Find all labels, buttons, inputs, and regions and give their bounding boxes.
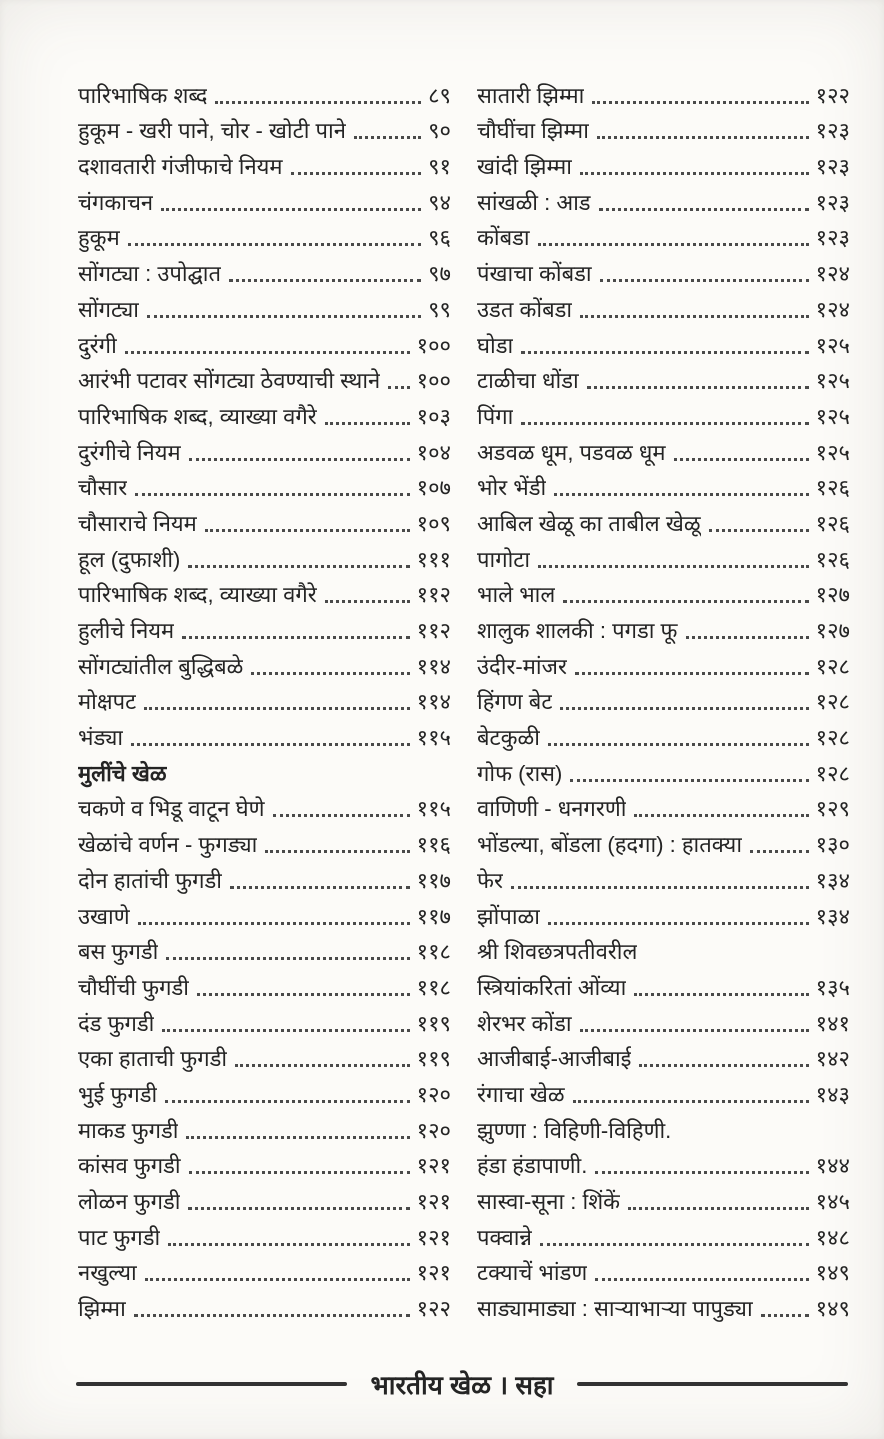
toc-entry-page: ९१	[428, 154, 451, 180]
toc-entry-page: ९४	[428, 189, 451, 215]
dot-leader	[592, 101, 808, 104]
toc-entry	[78, 1182, 451, 1218]
toc-entry	[78, 326, 451, 362]
toc-entry-page: १००	[416, 332, 451, 358]
toc-entry	[477, 326, 850, 362]
toc-entry-page: १३४	[815, 903, 850, 929]
toc-entry-page: १००	[416, 368, 451, 394]
toc-entry	[78, 897, 451, 933]
toc-entry-page: १०७	[416, 475, 451, 501]
toc-entry-title: पाट फुगडी	[78, 1224, 161, 1250]
dot-leader	[573, 1100, 809, 1103]
toc-entry-title: टक्याचें भांडण	[477, 1260, 588, 1286]
toc-columns	[78, 76, 850, 1325]
toc-entry-page: ११९	[416, 1010, 451, 1036]
toc-entry-title: उडत कोंबडा	[477, 296, 573, 322]
toc-entry-title: सांखळी : आड	[477, 189, 591, 215]
toc-entry	[78, 861, 451, 897]
toc-entry-page: १४२	[815, 1046, 850, 1072]
toc-entry-title: मोक्षपट	[78, 689, 137, 715]
dot-leader	[168, 1243, 409, 1246]
toc-entry-page: १२२	[416, 1296, 451, 1322]
toc-entry-title: कोंबडा	[477, 225, 530, 251]
toc-entry-page: १२६	[815, 475, 850, 501]
toc-entry-title: बस फुगडी	[78, 939, 159, 965]
toc-column-left	[78, 76, 451, 1325]
dot-leader	[144, 707, 409, 710]
footer-text: भारतीय खेळ । सहा	[370, 1370, 554, 1400]
dot-leader	[128, 243, 421, 246]
toc-entry-page: १२४	[815, 261, 850, 287]
toc-entry-title: हिंगण बेट	[477, 689, 553, 715]
toc-entry	[78, 147, 451, 183]
toc-entry-title: झिम्मा	[78, 1296, 126, 1322]
dot-leader	[570, 779, 808, 782]
toc-entry-page: १२८	[815, 725, 850, 751]
dot-leader	[575, 672, 809, 675]
toc-entry-title: पंखाचा कोंबडा	[477, 261, 592, 287]
toc-entry-title: पारिभाषिक शब्द	[78, 82, 208, 108]
toc-entry	[78, 183, 451, 219]
toc-entry-title: हुकूम	[78, 225, 120, 251]
toc-entry-page: ११२	[416, 618, 451, 643]
toc-entry	[477, 254, 850, 290]
toc-entry-title: झोंपाळा	[477, 903, 540, 929]
toc-entry-title: कांसव फुगडी	[78, 1153, 181, 1179]
dot-leader	[628, 1207, 809, 1210]
toc-section-header	[78, 754, 451, 790]
toc-entry-page: ११९	[416, 1046, 451, 1072]
toc-entry-page: ९०	[428, 118, 451, 144]
toc-entry-title: उखाणे	[78, 903, 130, 929]
toc-entry	[477, 897, 850, 933]
toc-entry	[477, 790, 850, 826]
toc-entry	[78, 1111, 451, 1147]
dot-leader	[291, 172, 422, 175]
toc-entry-page: १२५	[815, 439, 850, 465]
toc-entry	[78, 504, 451, 540]
dot-leader	[587, 386, 809, 389]
dot-leader	[145, 1278, 410, 1281]
toc-entry	[477, 647, 850, 683]
toc-entry	[477, 219, 850, 255]
toc-entry	[477, 362, 850, 398]
dot-leader	[538, 565, 809, 568]
toc-entry	[78, 683, 451, 719]
toc-entry	[78, 469, 451, 505]
toc-entry-page: ११८	[416, 939, 451, 965]
dot-leader	[147, 315, 421, 318]
toc-entry	[477, 683, 850, 719]
dot-leader	[554, 493, 808, 496]
toc-entry-page: ११५	[416, 725, 451, 751]
toc-entry	[477, 754, 850, 790]
toc-entry	[477, 1004, 850, 1040]
toc-entry-page: १४५	[815, 1189, 850, 1214]
toc-entry	[477, 147, 850, 183]
dot-leader	[188, 1207, 409, 1210]
toc-entry-page: १२९	[815, 796, 850, 822]
dot-leader	[182, 636, 409, 639]
toc-entry-title: भोंडल्या, बोंडला (हदगा) : हातक्या	[477, 832, 743, 858]
toc-entry-page: १४९	[815, 1296, 850, 1322]
toc-entry-title: हुलीचे नियम	[78, 618, 175, 643]
toc-entry-title: भंड्या	[78, 725, 124, 751]
toc-entry-title: हुकूम - खरी पाने, चोर - खोटी पाने	[78, 118, 346, 144]
toc-entry-page: ११४	[416, 653, 451, 679]
toc-entry-page: १२७	[815, 582, 850, 608]
toc-entry-page: १२१	[416, 1153, 451, 1179]
toc-entry-title: दोन हातांची फुगडी	[78, 867, 222, 893]
toc-entry	[78, 112, 451, 148]
toc-entry-page: १४१	[815, 1010, 850, 1036]
toc-entry	[477, 968, 850, 1004]
toc-entry	[477, 933, 850, 969]
toc-entry-title: टाळीचा धोंडा	[477, 368, 579, 394]
toc-entry	[78, 290, 451, 326]
toc-entry-page: १२०	[416, 1081, 451, 1107]
toc-entry	[477, 76, 850, 112]
dot-leader	[186, 1136, 409, 1139]
toc-entry-title: दुरंगी	[78, 332, 117, 358]
toc-entry-title: पागोटा	[477, 546, 531, 572]
dot-leader	[166, 957, 409, 960]
toc-entry-title: फेर	[477, 867, 503, 893]
toc-entry-page: १२३	[815, 118, 850, 144]
toc-entry-title: मुलींचे खेळ	[78, 760, 167, 786]
toc-entry	[78, 362, 451, 398]
toc-entry-page: १४९	[815, 1260, 850, 1286]
toc-entry-title: दुरंगीचे नियम	[78, 439, 181, 465]
toc-entry	[477, 1182, 850, 1218]
toc-entry-title: पारिभाषिक शब्द, व्याख्या वगैरे	[78, 403, 317, 429]
toc-entry-title: सातारी झिम्मा	[477, 82, 585, 108]
toc-entry-page: १२६	[815, 546, 850, 572]
toc-entry-page: ९६	[428, 225, 451, 251]
toc-entry	[477, 1111, 850, 1147]
toc-entry-title: उंदीर-मांजर	[477, 653, 567, 679]
dot-leader	[595, 1171, 808, 1174]
toc-entry-page: १२५	[815, 332, 850, 358]
toc-entry	[477, 540, 850, 576]
toc-entry	[78, 254, 451, 290]
toc-entry	[477, 433, 850, 469]
toc-entry-title: गोफ (रास)	[477, 760, 563, 786]
toc-entry-title: स्त्रियांकरितां ओंव्या	[477, 974, 627, 1000]
toc-entry	[78, 1147, 451, 1183]
toc-entry	[477, 397, 850, 433]
toc-entry-page: १३०	[815, 832, 850, 858]
toc-entry-page: १२६	[815, 510, 850, 536]
toc-entry-title: पिंगा	[477, 403, 514, 429]
toc-entry	[477, 290, 850, 326]
toc-entry	[78, 968, 451, 1004]
toc-entry-page: १२३	[815, 225, 850, 251]
dot-leader	[634, 814, 808, 817]
dot-leader	[674, 458, 809, 461]
toc-entry-title: आरंभी पटावर सोंगट्या ठेवण्याची स्थाने	[78, 368, 381, 394]
toc-entry-page: १२१	[416, 1189, 451, 1214]
dot-leader	[761, 1314, 809, 1317]
dot-leader	[521, 422, 808, 425]
toc-entry-title: बेटकुळी	[477, 725, 540, 751]
toc-entry-title: चंगकाचन	[78, 189, 154, 215]
toc-entry-page: ११८	[416, 974, 451, 1000]
toc-entry-page: १२८	[815, 689, 850, 715]
toc-entry-title: दशावतारी गंजीफाचे नियम	[78, 154, 283, 180]
toc-entry	[477, 825, 850, 861]
toc-entry-page: ९९	[428, 296, 451, 322]
toc-entry-title: खांदी झिम्मा	[477, 154, 572, 180]
toc-entry	[477, 1147, 850, 1183]
toc-entry-page: १२५	[815, 368, 850, 394]
toc-entry-page: १४८	[815, 1224, 850, 1250]
toc-entry-title: सोंगट्यांतील बुद्धिबळे	[78, 653, 244, 679]
toc-entry-title: शेरभर कोंडा	[477, 1010, 572, 1036]
toc-entry-title: हूल (दुफाशी)	[78, 546, 181, 572]
toc-entry-title: खेळांचे वर्णन - फुगड्या	[78, 832, 258, 858]
dot-leader	[388, 386, 409, 389]
toc-entry-title: घोडा	[477, 332, 514, 358]
toc-entry-page: १०९	[416, 510, 451, 536]
toc-entry-page: १४३	[815, 1081, 850, 1107]
toc-entry-page: १०४	[416, 439, 451, 465]
toc-entry-page: १११	[416, 546, 451, 572]
toc-entry	[78, 397, 451, 433]
toc-entry-title: माकड फुगडी	[78, 1117, 179, 1143]
dot-leader	[639, 1064, 808, 1067]
dot-leader	[634, 993, 808, 996]
toc-entry-page: ११७	[416, 867, 451, 893]
toc-entry	[477, 1040, 850, 1076]
toc-entry	[477, 1075, 850, 1111]
dot-leader	[750, 850, 809, 853]
dot-leader	[325, 600, 410, 603]
toc-entry	[78, 540, 451, 576]
dot-leader	[538, 243, 809, 246]
dot-leader	[138, 922, 410, 925]
dot-leader	[686, 636, 809, 639]
toc-entry-page: १२२	[815, 82, 850, 108]
toc-entry	[477, 504, 850, 540]
toc-entry-title: लोळन फुगडी	[78, 1189, 181, 1214]
toc-entry-title: श्री शिवछत्रपतीवरील	[477, 939, 638, 965]
toc-entry-page: ९७	[428, 261, 451, 287]
toc-entry-title: चौघींचा झिम्मा	[477, 118, 589, 144]
toc-entry	[477, 469, 850, 505]
dot-leader	[188, 565, 409, 568]
toc-entry	[78, 611, 451, 647]
dot-leader	[134, 1314, 410, 1317]
toc-entry-title: चौसाराचे नियम	[78, 510, 197, 536]
toc-entry-page: ८९	[428, 82, 451, 108]
toc-entry	[477, 1289, 850, 1325]
toc-entry-title: चौघींची फुगडी	[78, 974, 189, 1000]
toc-entry-page: १३५	[815, 974, 850, 1000]
footer-rule-left	[76, 1382, 347, 1386]
toc-entry-page: ११७	[416, 903, 451, 929]
dot-leader	[595, 1278, 808, 1281]
toc-entry-title: सास्वा-सूना : शिंकें	[477, 1189, 621, 1214]
dot-leader	[189, 458, 410, 461]
dot-leader	[599, 208, 809, 211]
toc-entry	[78, 790, 451, 826]
toc-entry	[78, 933, 451, 969]
dot-leader	[709, 529, 809, 532]
toc-entry-title: भुई फुगडी	[78, 1081, 158, 1107]
dot-leader	[131, 743, 410, 746]
toc-entry	[78, 433, 451, 469]
dot-leader	[273, 814, 410, 817]
dot-leader	[215, 101, 421, 104]
toc-entry-page: ११५	[416, 796, 451, 822]
page-footer	[76, 1366, 848, 1402]
toc-entry-title: भाले भाल	[477, 582, 556, 608]
dot-leader	[230, 886, 410, 889]
toc-entry	[477, 1254, 850, 1290]
toc-entry	[78, 1289, 451, 1325]
toc-entry-title: एका हाताची फुगडी	[78, 1046, 228, 1072]
toc-entry-title: आबिल खेळू का ताबील खेळू	[477, 510, 701, 536]
dot-leader	[580, 1029, 809, 1032]
dot-leader	[162, 1029, 409, 1032]
dot-leader	[580, 315, 809, 318]
dot-leader	[563, 600, 808, 603]
dot-leader	[251, 672, 409, 675]
toc-entry	[477, 1218, 850, 1254]
toc-entry-title: सोंगट्या	[78, 296, 139, 322]
dot-leader	[580, 172, 809, 175]
toc-entry	[78, 825, 451, 861]
toc-entry	[477, 611, 850, 647]
toc-entry-title: आजीबाई-आजीबाई	[477, 1046, 632, 1072]
dot-leader	[540, 1243, 809, 1246]
toc-entry-page: १२१	[416, 1224, 451, 1250]
toc-entry-page: १३४	[815, 867, 850, 893]
toc-entry-page: १२५	[815, 403, 850, 429]
dot-leader	[354, 136, 421, 139]
toc-entry-page: १२४	[815, 296, 850, 322]
toc-entry-title: पक्वान्ने	[477, 1224, 532, 1250]
dot-leader	[189, 1171, 410, 1174]
toc-entry-title: दंड फुगडी	[78, 1010, 155, 1036]
toc-entry-title: पारिभाषिक शब्द, व्याख्या वगैरे	[78, 582, 317, 608]
toc-entry-page: १४४	[815, 1153, 850, 1179]
toc-entry-title: रंगाचा खेळ	[477, 1081, 565, 1107]
toc-entry-page: ११६	[416, 832, 451, 858]
dot-leader	[161, 208, 421, 211]
toc-entry	[78, 576, 451, 612]
dot-leader	[229, 279, 421, 282]
toc-entry-page: १०३	[416, 403, 451, 429]
toc-entry-title: अडवळ धूम, पडवळ धूम	[477, 439, 666, 465]
toc-entry	[78, 76, 451, 112]
dot-leader	[521, 351, 809, 354]
dot-leader	[597, 136, 809, 139]
toc-entry-page: १२८	[815, 653, 850, 679]
toc-entry-title: झुण्णा : विहिणी-विहिणी.	[477, 1117, 672, 1143]
dot-leader	[548, 922, 809, 925]
toc-entry-title: हंडा हंडापाणी.	[477, 1153, 588, 1179]
dot-leader	[197, 993, 410, 996]
toc-column-right	[477, 76, 850, 1325]
toc-entry-page: १२३	[815, 154, 850, 180]
dot-leader	[600, 279, 809, 282]
toc-entry-title: सोंगट्या : उपोद्घात	[78, 261, 222, 287]
dot-leader	[205, 529, 410, 532]
toc-entry-title: नखुल्या	[78, 1260, 137, 1286]
toc-entry-page: ११२	[416, 582, 451, 608]
toc-entry-title: चौसार	[78, 475, 128, 501]
dot-leader	[135, 493, 409, 496]
toc-entry-page: १२०	[416, 1117, 451, 1143]
footer-rule-right	[577, 1382, 848, 1386]
dot-leader	[325, 422, 410, 425]
toc-entry-title: वाणिणी - धनगरणी	[477, 796, 627, 822]
toc-entry	[78, 1075, 451, 1111]
dot-leader	[125, 351, 410, 354]
toc-entry-title: शालुक शालकी : पगडा फू	[477, 618, 678, 643]
toc-entry	[78, 1040, 451, 1076]
toc-entry	[78, 718, 451, 754]
toc-entry	[477, 718, 850, 754]
dot-leader	[235, 1064, 410, 1067]
toc-entry-page: १२७	[815, 618, 850, 643]
dot-leader	[548, 743, 809, 746]
toc-entry-page: १२१	[416, 1260, 451, 1286]
toc-entry-page: १२३	[815, 189, 850, 215]
toc-entry-title: चकणे व भिडू वाटून घेणे	[78, 796, 265, 822]
toc-entry	[78, 647, 451, 683]
toc-entry	[78, 1254, 451, 1290]
dot-leader	[165, 1100, 409, 1103]
toc-entry	[477, 861, 850, 897]
toc-entry-title: भोर भेंडी	[477, 475, 547, 501]
toc-entry-title: साड्यामाड्या : साऱ्याभाऱ्या पापुड्या	[477, 1296, 753, 1322]
toc-entry	[78, 1218, 451, 1254]
dot-leader	[560, 707, 808, 710]
dot-leader	[265, 850, 409, 853]
toc-entry	[78, 219, 451, 255]
toc-entry-page: १२८	[815, 760, 850, 786]
toc-entry	[477, 183, 850, 219]
toc-entry-page: ११४	[416, 689, 451, 715]
dot-leader	[511, 886, 809, 889]
toc-entry	[78, 1004, 451, 1040]
toc-entry	[477, 576, 850, 612]
toc-entry	[477, 112, 850, 148]
